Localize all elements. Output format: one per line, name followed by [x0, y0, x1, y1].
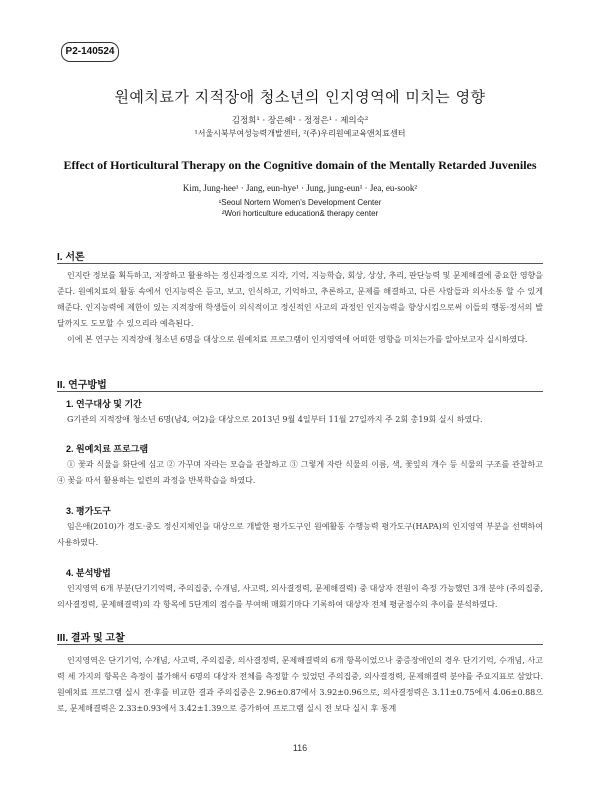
results-paragraph-1: 인지영역은 단기기억, 수개념, 사고력, 주의집중, 의사결정력, 문제해결력의 6개 항목이었으나 중증장애인의 경우 단기기억, 수개념, 사고력 세 가지의 항목은 측정이 불가해서 6명의 대상자 전체를 측정할 수 있었던 주의집중, 의사결정력, 문제해결력 분야를 주요지표로 삼았다. 원예치료 프로그램 실시 전·후를 비교한 결과 주의집중은 2.96±0.87에서 3.92±0.96으로, 의사결정력은 3.11±0.75에서 4.06±0.88으로, 문제해결력은 2.33±0.93에서 3.42±1.39으로 증가하여 프로그램 실시 전 보다 실시 후 통계 [57, 656, 543, 713]
section-heading-results: III. 결과 및 고찰 [57, 633, 125, 644]
intro-paragraph-1: 인지란 정보를 획득하고, 저장하고 활용하는 정신과정으로 지각, 기억, 지능학습, 회상, 상상, 추리, 판단능력 및 문제해결에 중요한 영향을 준다. 원예치료의 활동 속에서 인지능력은 듣고, 보고, 인식하고, 기억하고, 추론하고, 문제를 해결하고, 다른 사람들과 의사소통 할 수 있게 해준다. 인지능력에 제한이 있는 지적장애 학생들이 의식적이고 정신적인 사고의 과정인 인지능력을 향상시킴으로써 이들의 행동·정서의 발달까지도 도모할 수 있으리라 예측된다. [57, 271, 543, 328]
abstract-code-badge: P2-140524 [61, 42, 119, 62]
section-rule [57, 644, 543, 645]
subsection-heading-1: 1. 연구대상 및 기간 [66, 399, 142, 409]
subsection-heading-4: 4. 분석방법 [66, 568, 111, 578]
section-rule [57, 263, 543, 264]
english-affiliation-2: ²Wori horticulture education& therapy center [221, 209, 379, 218]
section-rule [57, 391, 543, 392]
korean-title: 원예치료가 지적장애 청소년의 인지영역에 미치는 영향 [114, 88, 486, 106]
english-authors: Kim, Jung-hee¹ · Jang, eun-hye¹ · Jung, jung-eun¹ · Jea, eu-sook² [182, 183, 418, 193]
page-number: 116 [292, 743, 308, 753]
section-heading-methods: II. 연구방법 [57, 380, 107, 391]
korean-authors: 김정희¹ · 장은혜¹ · 정정은¹ · 제의숙² [231, 116, 369, 126]
korean-affiliations: ¹서울시북부여성능력개발센터, ²(주)우리원예교육앤치료센터 [194, 129, 406, 138]
subsection-text-2: ① 꽃과 식물을 화단에 심고 ② 가꾸며 자라는 모습을 관찰하고 ③ 그렇게 자란 식물의 이름, 색, 꽃잎의 개수 등 식물의 구조를 관찰하고 ④ 꽃을 따서 활용하는 일련의 과정을 반복학습을 하였다. [57, 460, 543, 485]
english-affiliation-1: ¹Seoul Nortern Women's Development Center [218, 198, 382, 207]
english-title: Effect of Horticultural Therapy on the Cognitive domain of the Mentally Retarded Juveniles [63, 158, 537, 172]
intro-paragraph-2: 이에 본 연구는 지적장애 청소년 6명을 대상으로 원예치료 프로그램이 인지영역에 어떠한 영향을 미치는가를 알아보고자 실시하였다. [67, 335, 528, 344]
subsection-heading-2: 2. 원예치료 프로그램 [66, 444, 149, 454]
subsection-text-4: 인지영역 6개 부분(단기기억력, 주의집중, 수개념, 사고력, 의사결정력, 문제해결력) 중 대상자 전원이 측정 가능했던 3개 분야 (주의집중, 의사결정력, 문제해결력)의 각 항목에 5단계의 점수를 부여해 매회기마다 기록하여 대상자 전체 평균점수의 추이를 분석하였다. [57, 584, 543, 609]
section-heading-intro: I. 서론 [57, 252, 85, 263]
subsection-text-3: 임은애(2010)가 경도·중도 정신지체인을 대상으로 개발한 평가도구인 원예활동 수행능력 평가도구(HAPA)의 인지영역 부분을 선택하여 사용하였다. [57, 522, 543, 547]
subsection-heading-3: 3. 평가도구 [66, 506, 111, 516]
subsection-text-1: G기관의 지적장애 청소년 6명(남4, 여2)을 대상으로 2013년 9월 4일부터 11월 27일까지 주 2회 총19회 실시 하였다. [67, 415, 483, 424]
